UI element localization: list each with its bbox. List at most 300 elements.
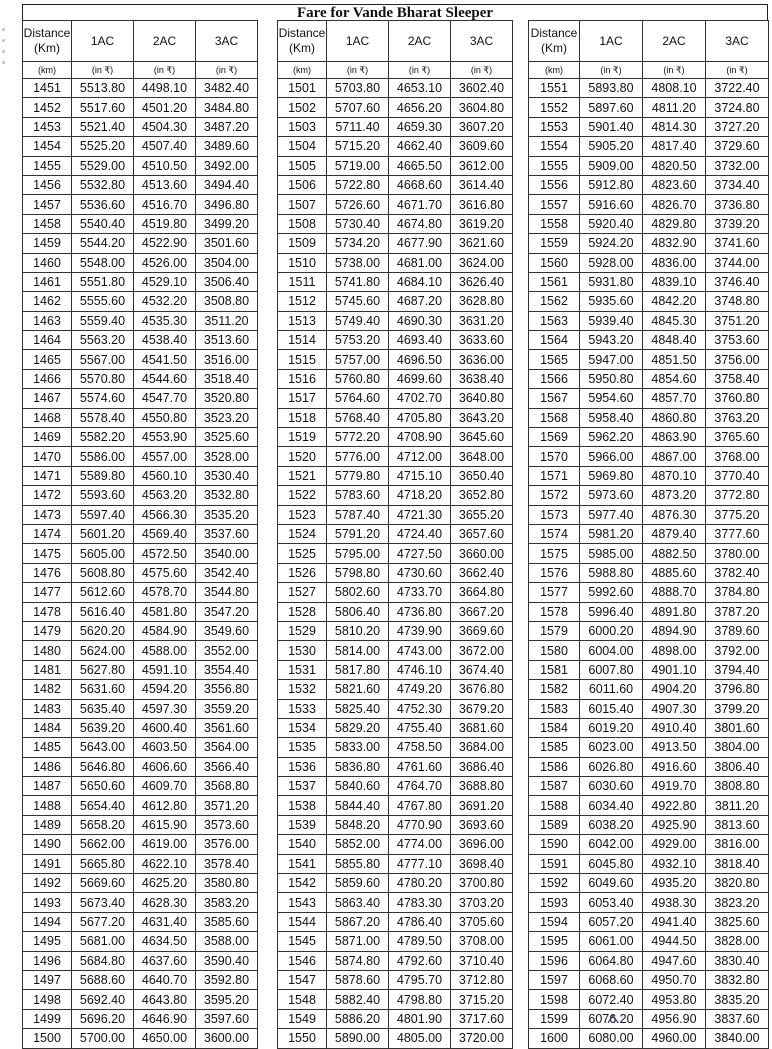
fare-3ac-cell: 3775.20 (706, 505, 769, 524)
fare-2ac-cell: 4687.20 (389, 292, 451, 311)
table-row (529, 175, 769, 194)
distance-cell: 1505 (278, 156, 327, 175)
fare-3ac-cell: 3607.20 (451, 117, 513, 136)
fare-3ac-cell: 3828.00 (706, 932, 769, 951)
fare-1ac-cell: 5536.60 (72, 195, 134, 214)
fare-2ac-cell: 4603.50 (134, 738, 196, 757)
fare-2ac-cell: 4811.20 (643, 98, 706, 117)
fare-3ac-cell: 3648.00 (451, 447, 513, 466)
fare-2ac-cell: 4922.80 (643, 796, 706, 815)
distance-cell: 1456 (23, 175, 72, 194)
fare-3ac-cell: 3784.80 (706, 583, 769, 602)
fare-2ac-cell: 4516.70 (134, 195, 196, 214)
fare-3ac-cell: 3715.20 (451, 990, 513, 1009)
table-row (529, 680, 769, 699)
table-row (23, 893, 258, 912)
fare-1ac-cell: 5852.00 (327, 835, 389, 854)
distance-cell: 1527 (278, 583, 327, 602)
table-row (23, 234, 258, 253)
distance-cell: 1528 (278, 602, 327, 621)
fare-2ac-cell: 4553.90 (134, 428, 196, 447)
distance-cell: 1482 (23, 680, 72, 699)
table-row (23, 156, 258, 175)
distance-cell: 1594 (529, 912, 580, 931)
table-row (278, 79, 513, 98)
fare-3ac-cell: 3547.20 (196, 602, 258, 621)
fare-3ac-cell: 3787.20 (706, 602, 769, 621)
fare-2ac-cell: 4677.90 (389, 234, 451, 253)
header-row (278, 21, 513, 62)
fare-2ac-cell: 4780.20 (389, 874, 451, 893)
fare-2ac-cell: 4814.30 (643, 117, 706, 136)
fare-1ac-cell: 5802.60 (327, 583, 389, 602)
fare-1ac-cell: 6011.60 (580, 680, 643, 699)
fare-1ac-cell: 6057.20 (580, 912, 643, 931)
fare-2ac-cell: 4764.70 (389, 777, 451, 796)
fare-2ac-cell: 4594.20 (134, 680, 196, 699)
fare-3ac-cell: 3679.20 (451, 699, 513, 718)
table-row (278, 932, 513, 951)
distance-cell: 1460 (23, 253, 72, 272)
table-row (23, 563, 258, 582)
fare-2ac-cell: 4690.30 (389, 311, 451, 330)
distance-cell: 1535 (278, 738, 327, 757)
fare-1ac-cell: 5871.00 (327, 932, 389, 951)
distance-cell: 1534 (278, 718, 327, 737)
table-row (23, 854, 258, 873)
fare-2ac-cell: 4510.50 (134, 156, 196, 175)
distance-cell: 1565 (529, 350, 580, 369)
fare-3ac-cell: 3482.40 (196, 79, 258, 98)
fare-3ac-cell: 3686.40 (451, 757, 513, 776)
distance-cell: 1551 (529, 79, 580, 98)
fare-1ac-cell: 5578.40 (72, 408, 134, 427)
fare-3ac-cell: 3636.00 (451, 350, 513, 369)
distance-cell: 1543 (278, 893, 327, 912)
distance-cell: 1579 (529, 621, 580, 640)
table-row (529, 796, 769, 815)
table-row (23, 874, 258, 893)
fare-3ac-cell: 3631.20 (451, 311, 513, 330)
distance-cell: 1493 (23, 893, 72, 912)
fare-2ac-cell: 4501.20 (134, 98, 196, 117)
fare-3ac-cell: 3736.80 (706, 195, 769, 214)
fare-3ac-cell: 3508.80 (196, 292, 258, 311)
table-row (529, 486, 769, 505)
distance-cell: 1462 (23, 292, 72, 311)
table-row (529, 563, 769, 582)
column-header-c3: 3AC (706, 21, 769, 62)
table-row (278, 524, 513, 543)
fare-1ac-cell: 5555.60 (72, 292, 134, 311)
fare-1ac-cell: 5741.80 (327, 272, 389, 291)
fare-1ac-cell: 5730.40 (327, 214, 389, 233)
distance-cell: 1513 (278, 311, 327, 330)
fare-3ac-cell: 3523.20 (196, 408, 258, 427)
fare-2ac-cell: 4907.30 (643, 699, 706, 718)
fare-3ac-cell: 3820.80 (706, 874, 769, 893)
distance-cell: 1592 (529, 874, 580, 893)
fare-2ac-cell: 4615.90 (134, 815, 196, 834)
fare-2ac-cell: 4941.40 (643, 912, 706, 931)
fare-1ac-cell: 5916.60 (580, 195, 643, 214)
fare-3ac-cell: 3818.40 (706, 854, 769, 873)
fare-3ac-cell: 3693.60 (451, 815, 513, 834)
fare-1ac-cell: 5772.20 (327, 428, 389, 447)
distance-cell: 1499 (23, 1009, 72, 1028)
fare-3ac-cell: 3597.60 (196, 1009, 258, 1028)
distance-cell: 1596 (529, 951, 580, 970)
table-row (529, 970, 769, 989)
fare-2ac-cell: 4848.40 (643, 331, 706, 350)
distance-cell: 1575 (529, 544, 580, 563)
fare-1ac-cell: 5624.00 (72, 641, 134, 660)
table-row (529, 505, 769, 524)
fare-2ac-cell: 4507.40 (134, 137, 196, 156)
fare-2ac-cell: 4715.10 (389, 466, 451, 485)
fare-1ac-cell: 5787.40 (327, 505, 389, 524)
distance-cell: 1530 (278, 641, 327, 660)
table-row (529, 893, 769, 912)
distance-cell: 1518 (278, 408, 327, 427)
table-row (23, 680, 258, 699)
fare-2ac-cell: 4854.60 (643, 369, 706, 388)
distance-cell: 1562 (529, 292, 580, 311)
table-row (529, 389, 769, 408)
fare-2ac-cell: 4801.90 (389, 1009, 451, 1028)
table-row (278, 718, 513, 737)
distance-cell: 1552 (529, 98, 580, 117)
unit-cell: (in ₹) (643, 62, 706, 79)
table-row (529, 214, 769, 233)
fare-1ac-cell: 6019.20 (580, 718, 643, 737)
fare-2ac-cell: 4541.50 (134, 350, 196, 369)
fare-3ac-cell: 3494.40 (196, 175, 258, 194)
distance-cell: 1485 (23, 738, 72, 757)
distance-cell: 1525 (278, 544, 327, 563)
fare-3ac-cell: 3676.80 (451, 680, 513, 699)
table-row (529, 253, 769, 272)
table-row (278, 796, 513, 815)
table-row (278, 544, 513, 563)
distance-cell: 1573 (529, 505, 580, 524)
distance-cell: 1490 (23, 835, 72, 854)
distance-cell: 1599 (529, 1009, 580, 1028)
fare-1ac-cell: 6038.20 (580, 815, 643, 834)
fare-2ac-cell: 4671.70 (389, 195, 451, 214)
fare-2ac-cell: 4581.80 (134, 602, 196, 621)
fare-3ac-cell: 3696.00 (451, 835, 513, 854)
fare-1ac-cell: 5890.00 (327, 1029, 389, 1048)
fare-1ac-cell: 5855.80 (327, 854, 389, 873)
fare-1ac-cell: 5814.00 (327, 641, 389, 660)
distance-cell: 1576 (529, 563, 580, 582)
distance-cell: 1568 (529, 408, 580, 427)
distance-cell: 1481 (23, 660, 72, 679)
distance-cell: 1478 (23, 602, 72, 621)
table-row (529, 602, 769, 621)
fare-1ac-cell: 5669.60 (72, 874, 134, 893)
fare-3ac-cell: 3816.00 (706, 835, 769, 854)
fare-3ac-cell: 3698.40 (451, 854, 513, 873)
fare-1ac-cell: 5692.40 (72, 990, 134, 1009)
fare-1ac-cell: 5658.20 (72, 815, 134, 834)
distance-cell: 1454 (23, 137, 72, 156)
distance-cell: 1524 (278, 524, 327, 543)
fare-1ac-cell: 5722.80 (327, 175, 389, 194)
table-row (23, 428, 258, 447)
table-row (529, 835, 769, 854)
fare-3ac-cell: 3573.60 (196, 815, 258, 834)
table-row (23, 641, 258, 660)
fare-1ac-cell: 5673.40 (72, 893, 134, 912)
fare-1ac-cell: 5943.20 (580, 331, 643, 350)
fare-2ac-cell: 4842.20 (643, 292, 706, 311)
distance-cell: 1571 (529, 466, 580, 485)
fare-3ac-cell: 3544.80 (196, 583, 258, 602)
fare-1ac-cell: 5947.00 (580, 350, 643, 369)
fare-3ac-cell: 3624.00 (451, 253, 513, 272)
table-row (278, 428, 513, 447)
table-row (529, 544, 769, 563)
table-row (529, 408, 769, 427)
table-row (529, 137, 769, 156)
fare-2ac-cell: 4882.50 (643, 544, 706, 563)
unit-cell: (in ₹) (706, 62, 769, 79)
fare-3ac-cell: 3585.60 (196, 912, 258, 931)
distance-cell: 1455 (23, 156, 72, 175)
table-row (23, 524, 258, 543)
fare-1ac-cell: 5973.60 (580, 486, 643, 505)
table-row (529, 815, 769, 834)
fare-3ac-cell: 3720.00 (451, 1029, 513, 1048)
table-row (529, 311, 769, 330)
distance-cell: 1553 (529, 117, 580, 136)
distance-cell: 1588 (529, 796, 580, 815)
table-row (23, 990, 258, 1009)
table-row (278, 389, 513, 408)
column-header-c1: 1AC (327, 21, 389, 62)
fare-3ac-cell: 3518.40 (196, 369, 258, 388)
distance-cell: 1549 (278, 1009, 327, 1028)
fare-2ac-cell: 4708.90 (389, 428, 451, 447)
fare-1ac-cell: 5749.40 (327, 311, 389, 330)
table-row (23, 350, 258, 369)
table-row (529, 369, 769, 388)
fare-1ac-cell: 5757.00 (327, 350, 389, 369)
table-row (278, 350, 513, 369)
fare-2ac-cell: 4619.00 (134, 835, 196, 854)
fare-2ac-cell: 4696.50 (389, 350, 451, 369)
units-row (529, 62, 769, 79)
distance-cell: 1583 (529, 699, 580, 718)
table-row (278, 893, 513, 912)
fare-1ac-cell: 5696.20 (72, 1009, 134, 1028)
table-row (529, 79, 769, 98)
table-row (23, 757, 258, 776)
table-row (278, 486, 513, 505)
distance-cell: 1541 (278, 854, 327, 873)
distance-cell: 1489 (23, 815, 72, 834)
fare-3ac-cell: 3669.60 (451, 621, 513, 640)
fare-1ac-cell: 5920.40 (580, 214, 643, 233)
unit-cell: (in ₹) (389, 62, 451, 79)
table-row (529, 428, 769, 447)
fare-3ac-cell: 3837.60 (706, 1009, 769, 1028)
fare-3ac-cell: 3576.00 (196, 835, 258, 854)
fare-1ac-cell: 5529.00 (72, 156, 134, 175)
fare-2ac-cell: 4798.80 (389, 990, 451, 1009)
distance-cell: 1517 (278, 389, 327, 408)
fare-2ac-cell: 4755.40 (389, 718, 451, 737)
distance-cell: 1495 (23, 932, 72, 951)
fare-3ac-cell: 3765.60 (706, 428, 769, 447)
fare-2ac-cell: 4640.70 (134, 970, 196, 989)
fare-1ac-cell: 5863.40 (327, 893, 389, 912)
fare-3ac-cell: 3559.20 (196, 699, 258, 718)
distance-cell: 1453 (23, 117, 72, 136)
distance-cell: 1480 (23, 641, 72, 660)
fare-3ac-cell: 3590.40 (196, 951, 258, 970)
table-row (529, 990, 769, 1009)
fare-2ac-cell: 4832.90 (643, 234, 706, 253)
fare-1ac-cell: 5532.80 (72, 175, 134, 194)
distance-cell: 1584 (529, 718, 580, 737)
column-header-c1: 1AC (580, 21, 643, 62)
table-row (23, 505, 258, 524)
fare-2ac-cell: 4712.00 (389, 447, 451, 466)
table-row (23, 195, 258, 214)
fare-2ac-cell: 4674.80 (389, 214, 451, 233)
fare-3ac-cell: 3722.40 (706, 79, 769, 98)
fare-3ac-cell: 3633.60 (451, 331, 513, 350)
fare-1ac-cell: 5582.20 (72, 428, 134, 447)
distance-cell: 1564 (529, 331, 580, 350)
fare-2ac-cell: 4960.00 (643, 1029, 706, 1048)
table-row (529, 292, 769, 311)
table-row (529, 331, 769, 350)
distance-cell: 1461 (23, 272, 72, 291)
fare-2ac-cell: 4758.50 (389, 738, 451, 757)
fare-3ac-cell: 3832.80 (706, 970, 769, 989)
table-row (23, 1009, 258, 1028)
fare-1ac-cell: 5905.20 (580, 137, 643, 156)
fare-1ac-cell: 5950.80 (580, 369, 643, 388)
distance-cell: 1586 (529, 757, 580, 776)
table-row (23, 331, 258, 350)
table-row (529, 234, 769, 253)
fare-1ac-cell: 5711.40 (327, 117, 389, 136)
fare-2ac-cell: 4646.90 (134, 1009, 196, 1028)
table-row (23, 660, 258, 679)
column-header-distance: Distance (Km) (529, 21, 580, 62)
distance-cell: 1474 (23, 524, 72, 543)
fare-3ac-cell: 3540.00 (196, 544, 258, 563)
fare-2ac-cell: 4817.40 (643, 137, 706, 156)
fare-2ac-cell: 4950.70 (643, 970, 706, 989)
fare-3ac-cell: 3763.20 (706, 408, 769, 427)
distance-cell: 1459 (23, 234, 72, 253)
table-row (529, 757, 769, 776)
distance-cell: 1585 (529, 738, 580, 757)
fare-1ac-cell: 5760.80 (327, 369, 389, 388)
fare-table-block-2 (277, 20, 513, 1049)
table-row (278, 990, 513, 1009)
distance-cell: 1566 (529, 369, 580, 388)
fare-1ac-cell: 5893.80 (580, 79, 643, 98)
fare-2ac-cell: 4609.70 (134, 777, 196, 796)
fare-1ac-cell: 5969.80 (580, 466, 643, 485)
fare-1ac-cell: 5810.20 (327, 621, 389, 640)
distance-cell: 1468 (23, 408, 72, 427)
fare-1ac-cell: 5707.60 (327, 98, 389, 117)
fare-2ac-cell: 4637.60 (134, 951, 196, 970)
fare-2ac-cell: 4665.50 (389, 156, 451, 175)
fare-2ac-cell: 4879.40 (643, 524, 706, 543)
distance-cell: 1523 (278, 505, 327, 524)
fare-1ac-cell: 5593.60 (72, 486, 134, 505)
fare-1ac-cell: 5985.00 (580, 544, 643, 563)
fare-3ac-cell: 3799.20 (706, 699, 769, 718)
fare-3ac-cell: 3645.60 (451, 428, 513, 447)
fare-2ac-cell: 4681.00 (389, 253, 451, 272)
fare-3ac-cell: 3729.60 (706, 137, 769, 156)
fare-2ac-cell: 4904.20 (643, 680, 706, 699)
distance-cell: 1520 (278, 447, 327, 466)
fare-2ac-cell: 4650.00 (134, 1029, 196, 1048)
fare-1ac-cell: 5544.20 (72, 234, 134, 253)
fare-2ac-cell: 4863.90 (643, 428, 706, 447)
fare-3ac-cell: 3619.20 (451, 214, 513, 233)
table-row (278, 912, 513, 931)
fare-2ac-cell: 4910.40 (643, 718, 706, 737)
fare-1ac-cell: 5677.20 (72, 912, 134, 931)
fare-3ac-cell: 3703.20 (451, 893, 513, 912)
header-row (529, 21, 769, 62)
distance-cell: 1466 (23, 369, 72, 388)
table-row (278, 234, 513, 253)
fare-2ac-cell: 4532.20 (134, 292, 196, 311)
fare-1ac-cell: 5996.40 (580, 602, 643, 621)
fare-1ac-cell: 5886.20 (327, 1009, 389, 1028)
fare-1ac-cell: 5631.60 (72, 680, 134, 699)
table-row (529, 718, 769, 737)
fare-2ac-cell: 4823.60 (643, 175, 706, 194)
fare-2ac-cell: 4653.10 (389, 79, 451, 98)
fare-1ac-cell: 5688.60 (72, 970, 134, 989)
fare-3ac-cell: 3628.80 (451, 292, 513, 311)
fare-2ac-cell: 4901.10 (643, 660, 706, 679)
fare-1ac-cell: 5559.40 (72, 311, 134, 330)
distance-cell: 1539 (278, 815, 327, 834)
fare-3ac-cell: 3525.60 (196, 428, 258, 447)
fare-3ac-cell: 3588.00 (196, 932, 258, 951)
fare-1ac-cell: 5840.60 (327, 777, 389, 796)
header-row (23, 21, 258, 62)
fare-3ac-cell: 3739.20 (706, 214, 769, 233)
fare-3ac-cell: 3600.00 (196, 1029, 258, 1048)
distance-cell: 1544 (278, 912, 327, 931)
fare-3ac-cell: 3532.80 (196, 486, 258, 505)
unit-cell: (km) (278, 62, 327, 79)
fare-1ac-cell: 5646.80 (72, 757, 134, 776)
fare-2ac-cell: 4767.80 (389, 796, 451, 815)
fare-3ac-cell: 3700.80 (451, 874, 513, 893)
fare-3ac-cell: 3835.20 (706, 990, 769, 1009)
fare-2ac-cell: 4777.10 (389, 854, 451, 873)
table-row (23, 292, 258, 311)
fare-2ac-cell: 4839.10 (643, 272, 706, 291)
